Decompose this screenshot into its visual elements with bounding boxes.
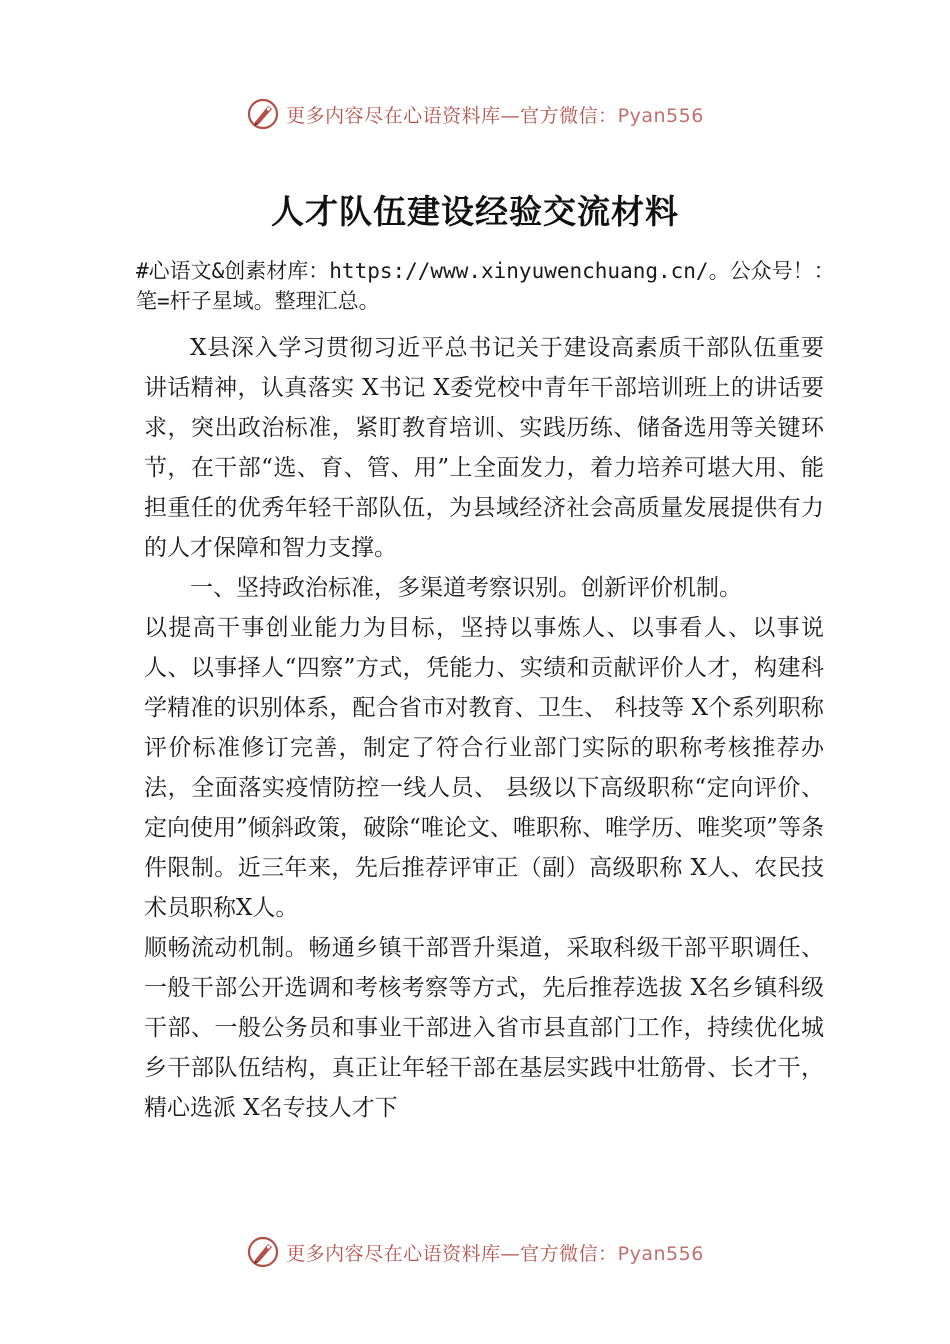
watermark-banner-top	[0, 92, 950, 136]
wechat-id: Pyan556	[617, 104, 704, 127]
source-note: #心语文&创素材库：https://www.xinyuwenchuang.cn/。公众号！：笔=杆子星域。整理汇总。	[136, 259, 835, 313]
watermark-text: 更多内容尽在心语资料库—官方微信：Pyan556	[286, 1242, 704, 1265]
section-heading: 一、坚持政治标准，多渠道考察识别。创新评价机制。	[190, 575, 742, 601]
pen-tip-logo-icon	[246, 97, 280, 131]
pen-tip-logo-icon	[246, 1235, 280, 1269]
wechat-id: Pyan556	[617, 1242, 704, 1265]
section-paragraph-2: 顺畅流动机制。畅通乡镇干部晋升渠道，采取科级干部平职调任、一般干部公开选调和考核考察等方式，先后推荐选拔 X名乡镇科级干部、一般公务员和事业干部进入省市县直部门工作，持续优化城乡干部队伍结构，真正让年轻干部在基层实践中壮筋骨、长才干，精心选派 X名专技人才下	[144, 935, 824, 1121]
watermark-banner-bottom	[0, 1230, 950, 1274]
document-title: 人才队伍建设经验交流材料	[271, 192, 679, 231]
intro-paragraph: X县深入学习贯彻习近平总书记关于建设高素质干部队伍重要讲话精神，认真落实 X书记 X委党校中青年干部培训班上的讲话要求，突出政治标准，紧盯教育培训、实践历练、储备选用等关键环节，在干部“选、育、管、用”上全面发力，着力培养可堪大用、能担重任的优秀年轻干部队伍，为县域经济社会高质量发展提供有力的人才保障和智力支撑。	[144, 335, 824, 561]
watermark-text: 更多内容尽在心语资料库—官方微信：Pyan556	[286, 104, 704, 127]
document-body	[144, 328, 824, 1128]
section-paragraph: 以提高干事创业能力为目标，坚持以事炼人、以事看人、以事说人、以事择人“四察”方式，凭能力、实绩和贡献评价人才，构建科学精准的识别体系，配合省市对教育、卫生、 科技等 X个系列职称评价标准修订完善，制定了符合行业部门实际的职称考核推荐办法，全面落实疫情防控一线人员、 县级以下高级职称“定向评价、定向使用”倾斜政策，破除“唯论文、唯职称、唯学历、唯奖项”等条件限制。近三年来，先后推荐评审正（副）高级职称 X人、农民技术员职称X人。	[144, 615, 824, 921]
